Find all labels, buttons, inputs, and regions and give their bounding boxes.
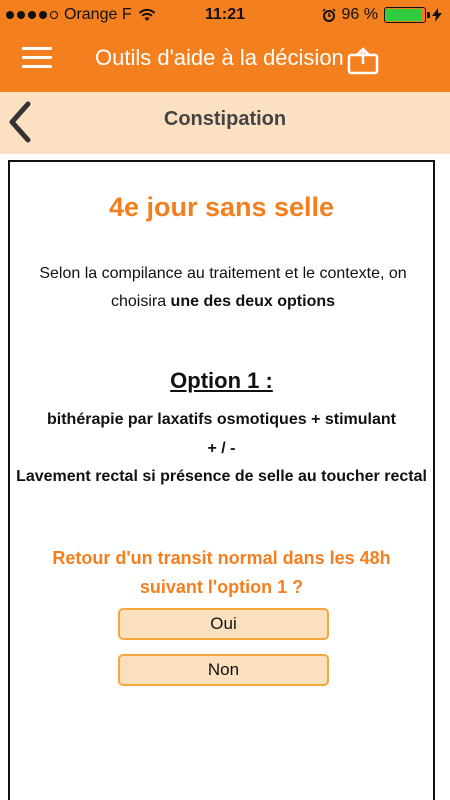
battery-icon bbox=[384, 7, 426, 23]
intro-text-plain: Selon la compilance au traitement et le contexte, on choisira bbox=[39, 265, 407, 310]
share-icon[interactable] bbox=[347, 47, 379, 75]
status-time: 11:21 bbox=[204, 6, 246, 23]
yes-button[interactable]: Oui bbox=[118, 608, 329, 640]
option-line: Lavement rectal si présence de selle au toucher rectal bbox=[16, 468, 427, 485]
option-line: bithérapie par laxatifs osmotiques + stimulant bbox=[47, 411, 396, 428]
intro-text-bold: une des deux options bbox=[170, 293, 336, 310]
option-description bbox=[14, 406, 429, 492]
app-header bbox=[0, 0, 450, 92]
carrier-name: Orange F bbox=[64, 6, 132, 23]
section-header bbox=[0, 92, 450, 154]
followup-question: Retour d'un transit normal dans les 48h suivant l'option 1 ? bbox=[52, 548, 391, 597]
hamburger-menu-icon[interactable] bbox=[22, 47, 52, 69]
app-title: Outils d'aide à la décision bbox=[95, 45, 344, 70]
option-title: Option 1 : bbox=[170, 368, 273, 393]
option-line: + / - bbox=[207, 439, 236, 457]
alarm-clock-icon bbox=[322, 8, 336, 22]
step-title: 4e jour sans selle bbox=[108, 192, 335, 222]
section-title: Constipation bbox=[163, 108, 287, 130]
charging-bolt-icon bbox=[432, 8, 442, 22]
status-right bbox=[322, 6, 442, 24]
no-button[interactable]: Non bbox=[118, 654, 329, 686]
status-bar bbox=[0, 0, 450, 30]
decision-card bbox=[8, 160, 435, 800]
battery-percentage: 96 % bbox=[341, 6, 378, 23]
intro-text bbox=[38, 260, 408, 316]
